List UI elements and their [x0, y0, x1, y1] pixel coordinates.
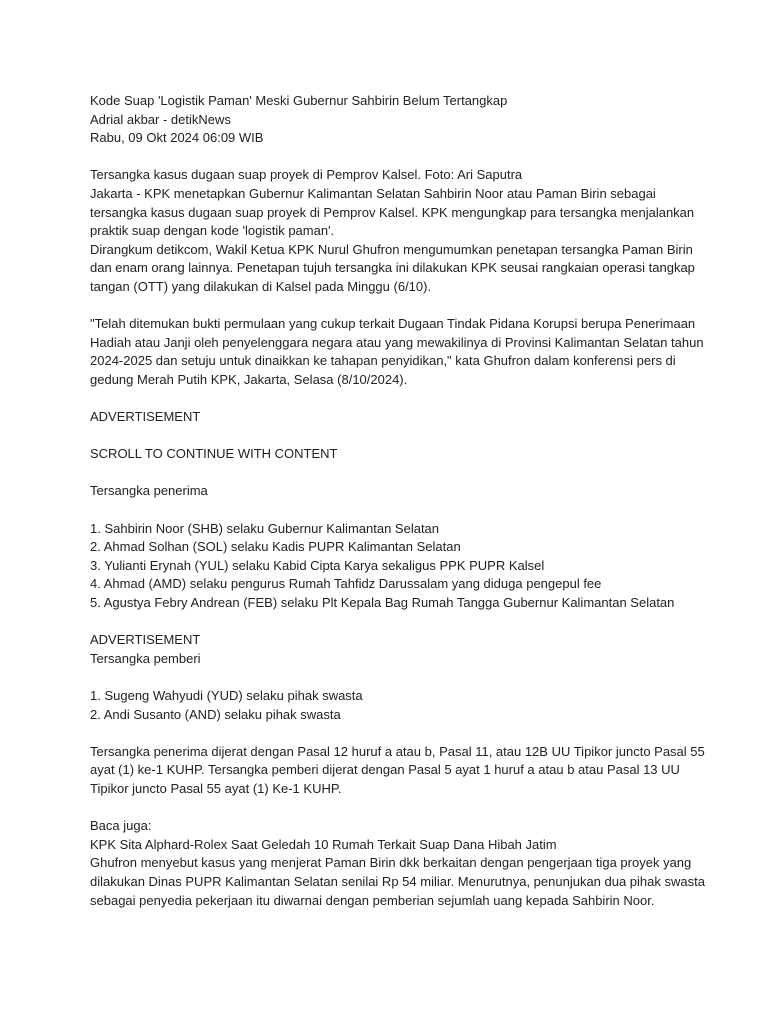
- lead-paragraph: [90, 185, 695, 241]
- paragraph-line: Tipikor juncto Pasal 55 ayat (1) Ke-1 KUHP.: [90, 780, 342, 796]
- quote-paragraph: [90, 315, 704, 389]
- article-body: [90, 92, 705, 910]
- list-item: 2. Andi Susanto (AND) selaku pihak swasta: [90, 706, 341, 722]
- spacer: [90, 501, 690, 520]
- paragraph-line: tangan (OTT) yang dilakukan di Kalsel pada Minggu (6/10).: [90, 278, 432, 294]
- article-byline: Adrial akbar - detikNews: [90, 111, 231, 127]
- scroll-to-continue-label: SCROLL TO CONTINUE WITH CONTENT: [90, 446, 338, 462]
- paragraph-line: "Telah ditemukan bukti permulaan yang cukup terkait Dugaan Tindak Pidana Korupsi berupa Penerimaan: [90, 316, 696, 332]
- paragraph-line: praktik suap dengan kode 'logistik paman'.: [90, 223, 335, 239]
- givers-list: [90, 687, 690, 724]
- spacer: [90, 148, 690, 167]
- spacer: [90, 799, 690, 818]
- paragraph-line: Hadiah atau Janji oleh penyelenggara negara atau yang mewakilinya di Provinsi Kalimantan Selatan tahun: [90, 334, 704, 350]
- spacer: [90, 613, 690, 632]
- list-item: 3. Yulianti Erynah (YUL) selaku Kabid Cipta Karya sekaligus PPK PUPR Kalsel: [90, 557, 545, 573]
- final-paragraph: [90, 854, 705, 910]
- paragraph-line: dilakukan Dinas PUPR Kalimantan Selatan senilai Rp 54 miliar. Menurutnya, penunjukan dua pihak swasta: [90, 873, 705, 889]
- receivers-list: [90, 520, 690, 613]
- spacer: [90, 427, 690, 446]
- paragraph-line: Tersangka penerima dijerat dengan Pasal 12 huruf a atau b, Pasal 11, atau 12B UU Tipikor juncto Pasal 55: [90, 743, 705, 759]
- advertisement-label: ADVERTISEMENT: [90, 409, 201, 425]
- read-also-link[interactable]: KPK Sita Alphard-Rolex Saat Geledah 10 Rumah Terkait Suap Dana Hibah Jatim: [90, 836, 557, 852]
- list-item: 2. Ahmad Solhan (SOL) selaku Kadis PUPR Kalimantan Selatan: [90, 539, 461, 555]
- list-item: 1. Sugeng Wahyudi (YUD) selaku pihak swasta: [90, 688, 363, 703]
- paragraph-line: tersangka kasus dugaan suap proyek di Pemprov Kalsel. KPK mengungkap para tersangka menjalankan: [90, 204, 695, 220]
- paragraph-line: Dirangkum detikcom, Wakil Ketua KPK Nurul Ghufron mengumumkan penetapan tersangka Paman Birin: [90, 241, 693, 257]
- list-item: 5. Agustya Febry Andrean (FEB) selaku Plt Kepala Bag Rumah Tangga Gubernur Kalimantan Selatan: [90, 595, 675, 611]
- givers-heading: Tersangka pemberi: [90, 650, 201, 666]
- paragraph-line: Ghufron menyebut kasus yang menjerat Paman Birin dkk berkaitan dengan pengerjaan tiga proyek yang: [90, 855, 692, 871]
- spacer: [90, 297, 690, 316]
- list-item: 4. Ahmad (AMD) selaku pengurus Rumah Tahfidz Darussalam yang diduga pengepul fee: [90, 576, 602, 592]
- paragraph-line: gedung Merah Putih KPK, Jakarta, Selasa (8/10/2024).: [90, 371, 408, 387]
- read-also-label: Baca juga:: [90, 818, 152, 834]
- spacer: [90, 724, 690, 743]
- charges-paragraph: [90, 743, 705, 799]
- article-dateline: Rabu, 09 Okt 2024 06:09 WIB: [90, 130, 264, 146]
- second-paragraph: [90, 241, 695, 297]
- paragraph-line: dan enam orang lainnya. Penetapan tujuh tersangka ini dilakukan KPK seusai rangkaian operasi tangkap: [90, 260, 695, 276]
- receivers-heading: Tersangka penerima: [90, 483, 208, 499]
- spacer: [90, 390, 690, 409]
- photo-caption: Tersangka kasus dugaan suap proyek di Pemprov Kalsel. Foto: Ari Saputra: [90, 167, 523, 183]
- article-title: Kode Suap 'Logistik Paman' Meski Gubernur Sahbirin Belum Tertangkap: [90, 93, 508, 108]
- advertisement-label: ADVERTISEMENT: [90, 632, 201, 648]
- paragraph-line: Jakarta - KPK menetapkan Gubernur Kalimantan Selatan Sahbirin Noor atau Paman Birin sebagai: [90, 185, 656, 201]
- spacer: [90, 668, 690, 687]
- list-item: 1. Sahbirin Noor (SHB) selaku Gubernur Kalimantan Selatan: [90, 520, 440, 536]
- paragraph-line: ayat (1) ke-1 KUHP. Tersangka pemberi dijerat dengan Pasal 5 ayat 1 huruf a atau b atau Pasal 13 UU: [90, 762, 680, 778]
- paragraph-line: 2024-2025 dan setuju untuk dinaikkan ke tahapan penyidikan," kata Ghufron dalam konferensi pers di: [90, 353, 676, 369]
- paragraph-line: sebagai penyedia pekerjaan itu diwarnai dengan pemberian sejumlah uang kepada Sahbirin Noor.: [90, 892, 655, 908]
- spacer: [90, 464, 690, 483]
